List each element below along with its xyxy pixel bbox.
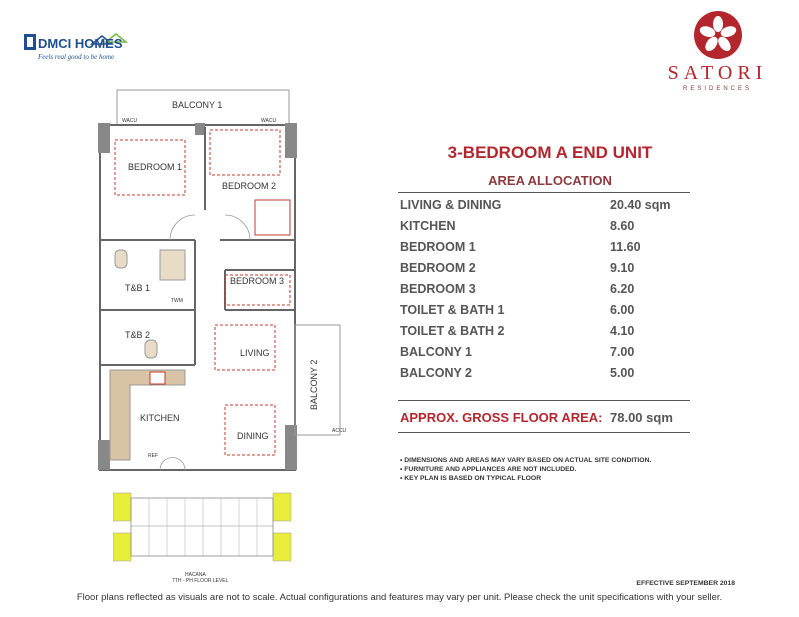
label-tb-2: T&B 2 — [125, 330, 151, 340]
area-value: 8.60 — [610, 219, 635, 233]
area-row — [400, 198, 690, 219]
area-room: BALCONY 1 — [400, 345, 473, 359]
area-room: TOILET & BATH 1 — [400, 303, 505, 317]
label-kitchen: KITCHEN — [140, 413, 180, 423]
label-wacu-2: WACU — [261, 118, 277, 124]
area-row — [400, 240, 690, 261]
note: • FURNITURE AND APPLIANCES ARE NOT INCLUDED. — [400, 466, 577, 473]
keyplan-name: HACANA — [185, 572, 206, 578]
area-room: BEDROOM 1 — [400, 240, 476, 254]
keyplan-level: 7TH - PH FLOOR LEVEL — [172, 578, 229, 584]
project-name: SATORI — [667, 62, 768, 84]
area-room: BEDROOM 3 — [400, 282, 476, 296]
gross-label: APPROX. GROSS FLOOR AREA: — [400, 410, 603, 425]
area-value: 4.10 — [610, 324, 635, 338]
label-bedroom-3: BEDROOM 3 — [230, 276, 285, 286]
developer-tagline: Feels real good to be home — [38, 53, 115, 61]
area-value: 5.00 — [610, 366, 635, 380]
area-room: LIVING & DINING — [400, 198, 502, 212]
divider — [398, 400, 690, 401]
area-value: 7.00 — [610, 345, 635, 359]
label-living: LIVING — [240, 348, 270, 358]
disclaimer: Floor plans reflected as visuals are not to scale. Actual configurations and features may vary per unit. Please check the unit specifications with your seller. — [76, 592, 723, 603]
label-bedroom-1: BEDROOM 1 — [128, 162, 183, 172]
label-tb-1: T&B 1 — [125, 283, 151, 293]
dmci-logo — [22, 30, 132, 75]
area-row — [400, 219, 690, 240]
area-room: TOILET & BATH 2 — [400, 324, 505, 338]
area-room: KITCHEN — [400, 219, 456, 233]
area-value: 6.20 — [610, 282, 635, 296]
label-twm: TWM — [171, 298, 183, 304]
area-room: BALCONY 2 — [400, 366, 473, 380]
gross-value: 78.00 sqm — [610, 410, 673, 425]
label-wacu-1: WACU — [122, 118, 138, 124]
unit-title: 3-BEDROOM A END UNIT — [447, 143, 653, 162]
effective-date: EFFECTIVE SEPTEMBER 2018 — [636, 580, 735, 587]
area-row — [400, 345, 690, 366]
label-balcony-1: BALCONY 1 — [172, 100, 223, 110]
notes — [400, 456, 651, 483]
area-row — [400, 261, 690, 282]
divider — [398, 432, 690, 433]
label-balcony-2: BALCONY 2 — [309, 359, 319, 410]
divider — [398, 192, 690, 193]
area-value: 20.40 sqm — [610, 198, 671, 212]
note: • KEY PLAN IS BASED ON TYPICAL FLOOR — [400, 475, 542, 482]
area-allocation-heading: AREA ALLOCATION — [488, 173, 612, 188]
label-dining: DINING — [237, 431, 269, 441]
note: • DIMENSIONS AND AREAS MAY VARY BASED ON ACTUAL SITE CONDITION. — [400, 457, 652, 464]
label-bedroom-2: BEDROOM 2 — [222, 181, 277, 191]
label-accu: ACCU — [332, 428, 347, 434]
key-plan — [113, 488, 293, 570]
satori-flower-logo — [693, 10, 743, 60]
area-row — [400, 282, 690, 303]
area-value: 9.10 — [610, 261, 635, 275]
area-room: BEDROOM 2 — [400, 261, 476, 275]
area-value: 11.60 — [610, 240, 641, 254]
gross-floor-area — [400, 410, 690, 425]
area-row — [400, 324, 690, 345]
area-row — [400, 303, 690, 324]
area-row — [400, 366, 690, 387]
project-subtitle: RESIDENCES — [682, 86, 752, 92]
area-value: 6.00 — [610, 303, 635, 317]
label-ref: REF — [148, 453, 158, 459]
developer-name: DMCI HOMES — [38, 36, 123, 51]
